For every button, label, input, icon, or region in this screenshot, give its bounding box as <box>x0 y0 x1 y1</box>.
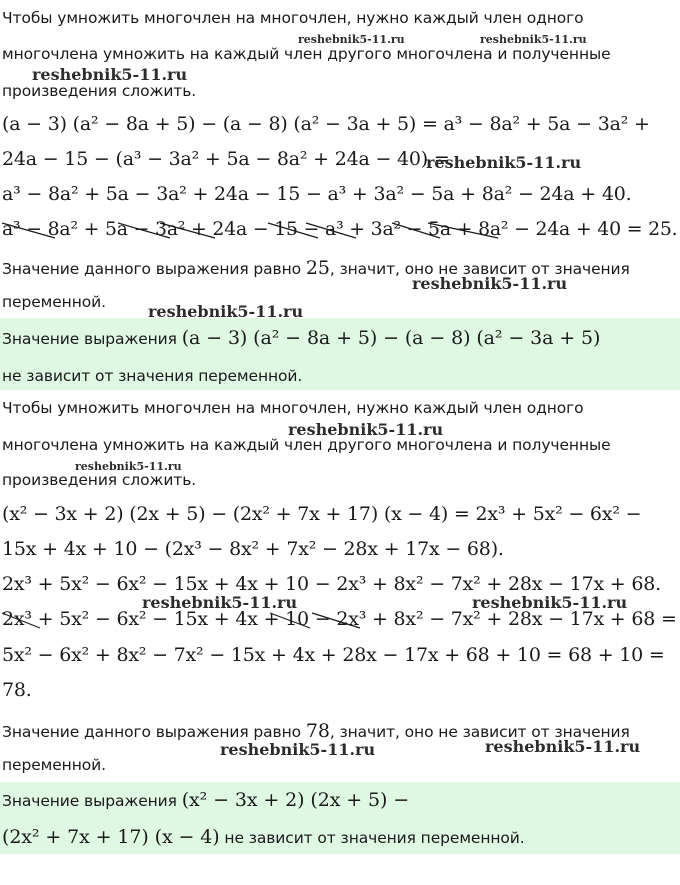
answer-expression: (2x² + 7x + 17) (x − 4) <box>2 826 220 848</box>
answer-expression: (x² − 3x + 2) (2x + 5) − <box>181 789 410 811</box>
watermark: reshebnik5-11.ru <box>148 302 304 321</box>
equation-line: (x² − 3x + 2) (2x + 5) − (2x² + 7x + 17) (x − 4) = 2x³ + 5x² − 6x² − <box>2 503 642 525</box>
answer-expression: (a − 3) (a² − 8a + 5) − (a − 8) (a² − 3a + 5) <box>181 327 601 349</box>
value-text: , значит, оно не зависит от значения <box>329 260 630 278</box>
equation-line: (a − 3) (a² − 8a + 5) − (a − 8) (a² − 3a + 5) = a³ − 8a² + 5a − 3a² + <box>2 113 650 135</box>
equation-line-cancelled: a³ − 8a² + 5a − 3a² + 24a − 15 − a³ + 3a² − 5a + 8a² − 24a + 40 = 25. <box>2 218 678 240</box>
value-text: Значение данного выражения равно <box>2 723 306 741</box>
rule-text-line: произведения сложить. <box>2 82 197 100</box>
watermark: reshebnik5-11.ru <box>485 737 641 756</box>
watermark: reshebnik5-11.ru <box>412 274 568 293</box>
value-number: 25 <box>305 257 330 279</box>
equation-line: a³ − 8a² + 5a − 3a² + 24a − 15 − a³ + 3a² − 5a + 8a² − 24a + 40. <box>2 183 632 205</box>
rule-text-line: многочлена умножить на каждый член другого многочлена и полученные <box>2 436 611 454</box>
value-statement: переменной. <box>2 756 106 774</box>
equation-line-cancelled: 2x³ + 5x² − 6x² − 15x + 4x + 10 − 2x³ + 8x² − 7x² + 28x − 17x + 68 = <box>2 608 677 630</box>
watermark: reshebnik5-11.ru <box>220 740 376 759</box>
rule-text-line: многочлена умножить на каждый член другого многочлена и полученные <box>2 45 611 63</box>
answer-line <box>2 826 525 848</box>
watermark: reshebnik5-11.ru <box>480 33 587 46</box>
equation-line: 24a − 15 − (a³ − 3a² + 5a − 8a² + 24a − 40) = <box>2 148 450 170</box>
watermark: reshebnik5-11.ru <box>142 593 298 612</box>
watermark: reshebnik5-11.ru <box>298 33 405 46</box>
equation-line: 15x + 4x + 10 − (2x³ − 8x² + 7x² − 28x + 17x − 68). <box>2 538 504 560</box>
answer-text: Значение выражения <box>2 792 182 810</box>
watermark: reshebnik5-11.ru <box>426 153 582 172</box>
equation-line: 5x² − 6x² + 8x² − 7x² − 15x + 4x + 28x − 17x + 68 + 10 = 68 + 10 = <box>2 644 665 666</box>
answer-text: не зависит от значения переменной. <box>219 829 525 847</box>
watermark: reshebnik5-11.ru <box>32 65 188 84</box>
value-text: , значит, оно не зависит от значения <box>329 723 630 741</box>
equation-line: 78. <box>2 679 32 701</box>
answer-line: не зависит от значения переменной. <box>2 367 303 385</box>
value-number: 78 <box>305 720 330 742</box>
answer-line <box>2 789 409 811</box>
answer-text: Значение выражения <box>2 330 182 348</box>
watermark: reshebnik5-11.ru <box>75 460 182 473</box>
watermark: reshebnik5-11.ru <box>288 420 444 439</box>
value-text: Значение данного выражения равно <box>2 260 306 278</box>
answer-line <box>2 327 600 349</box>
rule-text-line: произведения сложить. <box>2 471 197 489</box>
watermark: reshebnik5-11.ru <box>472 593 628 612</box>
value-statement: переменной. <box>2 293 106 311</box>
equation-line: 2x³ + 5x² − 6x² − 15x + 4x + 10 − 2x³ + 8x² − 7x² + 28x − 17x + 68. <box>2 573 661 595</box>
rule-text-line: Чтобы умножить многочлен на многочлен, нужно каждый член одного <box>2 399 584 417</box>
rule-text-line: Чтобы умножить многочлен на многочлен, нужно каждый член одного <box>2 9 584 27</box>
